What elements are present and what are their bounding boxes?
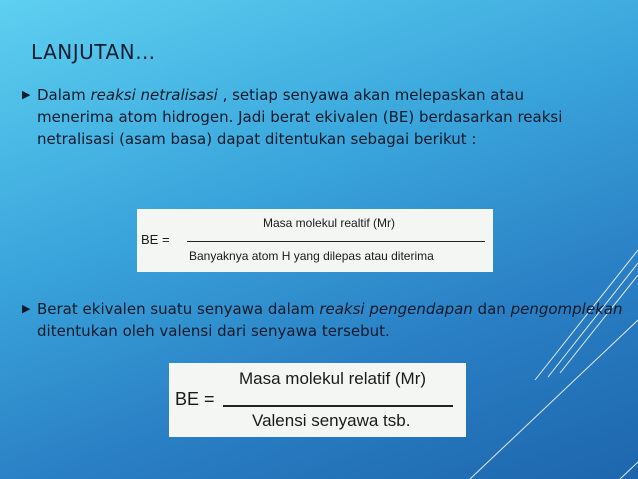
bullet-suffix: , setiap senyawa akan melepaskan atau menerima atom hidrogen. Jadi berat ekivalen (BE) berdasarkan reaksi netralisasi (asam basa) dapat ditentukan sebagai berikut : — [37, 86, 563, 148]
formula-denominator: Valensi senyawa tsb. — [252, 411, 411, 430]
formula-valence — [169, 363, 466, 437]
formula-lhs: BE = — [175, 389, 215, 409]
decor-line-5 — [620, 462, 638, 479]
formula-numerator: Masa molekul relatif (Mr) — [239, 369, 427, 388]
bullet-emphasis-2: pengomplekan — [510, 300, 623, 318]
bullet-prefix: Berat ekivalen suatu senyawa dalam — [37, 300, 320, 318]
formula-denominator: Banyaknya atom H yang dilepas atau diterima — [189, 249, 434, 263]
bullet-text — [37, 298, 627, 342]
bullet-emphasis-1: reaksi pengendapan — [319, 300, 473, 318]
slide-title: LANJUTAN… — [31, 40, 156, 64]
bullet-prefix: Dalam — [37, 86, 91, 104]
formula-lhs: BE = — [141, 232, 170, 247]
triangle-right-icon: ▶ — [22, 88, 31, 101]
triangle-right-icon: ▶ — [22, 302, 31, 315]
formula-numerator: Masa molekul realtif (Mr) — [263, 216, 396, 230]
bullet-emphasis: reaksi netralisasi — [90, 86, 218, 104]
bullet-neutralization — [22, 84, 582, 176]
bullet-suffix: ditentukan oleh valensi dari senyawa tersebut. — [37, 322, 390, 340]
formula-neutralization — [137, 209, 493, 272]
bullet-precipitation — [22, 298, 622, 346]
fraction-line — [187, 241, 485, 242]
bullet-middle: dan — [472, 300, 511, 318]
fraction-line — [223, 405, 453, 407]
bullet-text — [37, 84, 577, 150]
